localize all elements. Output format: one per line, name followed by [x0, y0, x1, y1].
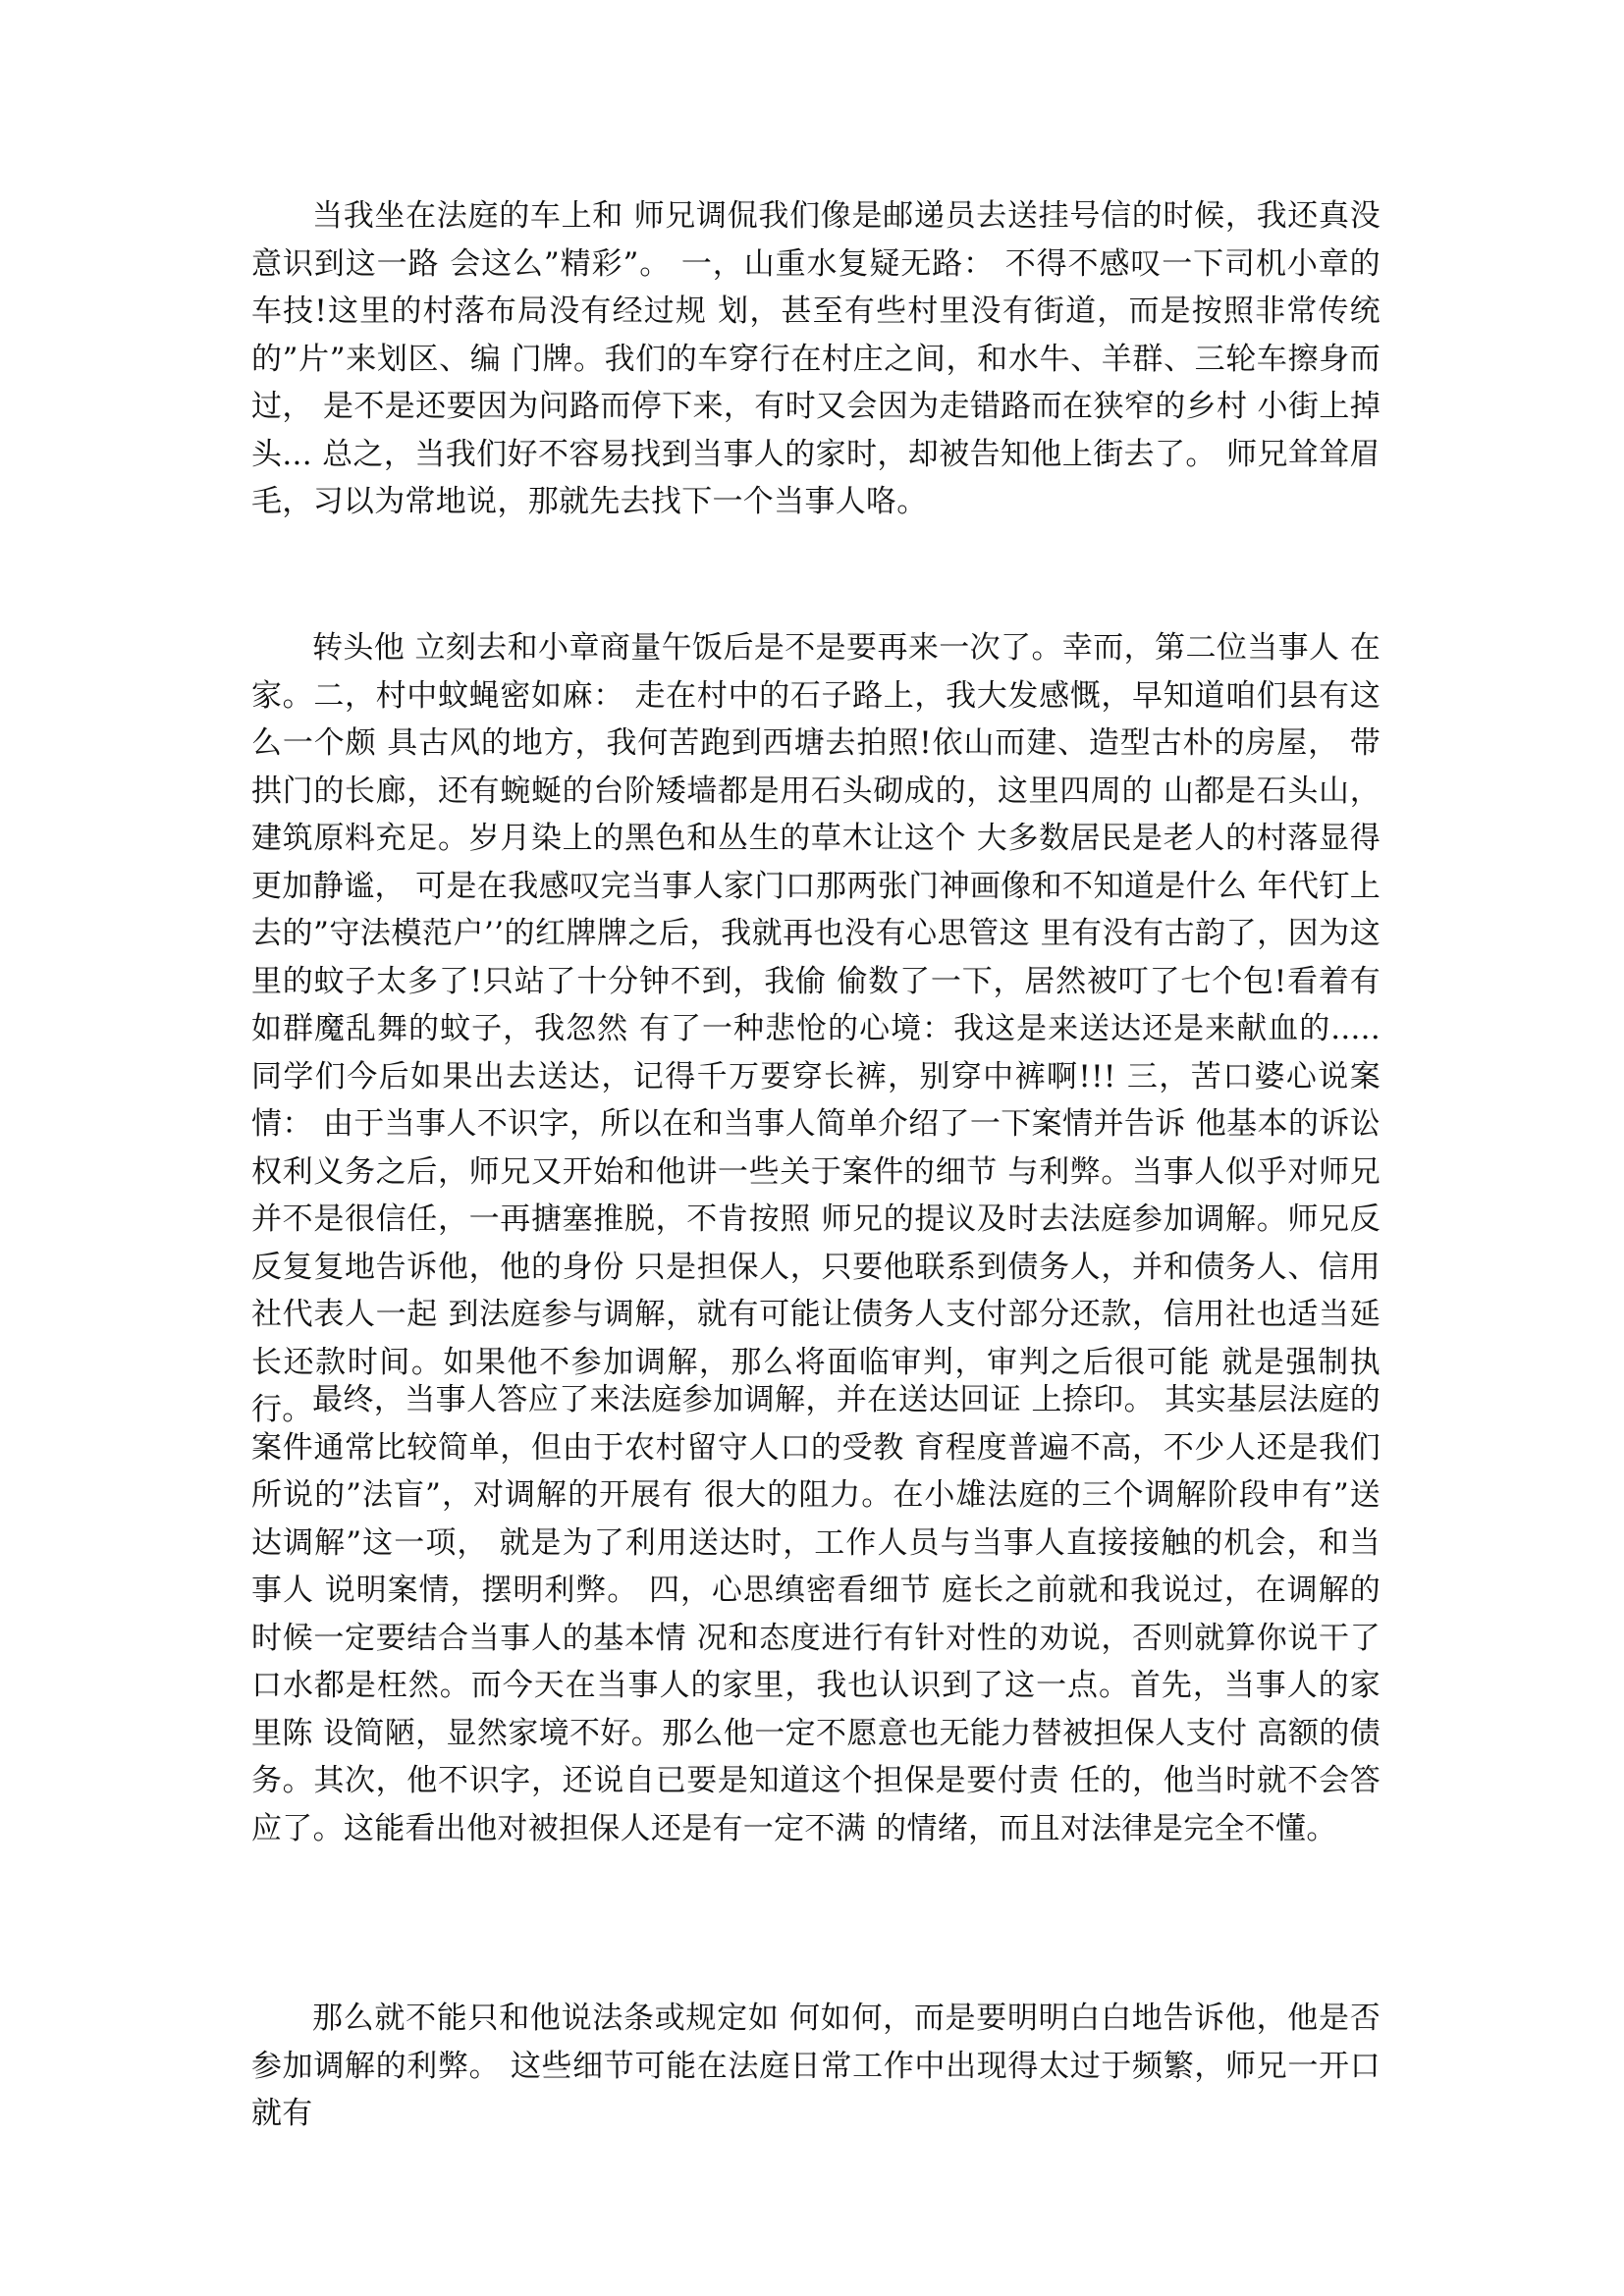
paragraph-3: 最终，当事人答应了来法庭参加调解，并在送达回证 上捺印。 其实基层法庭的案件通常比较简单，但由于农村留守人口的受教 育程度普遍不高，不少人还是我们所说的”法盲”，对调解的开展有 很大的阻力。在小雄法庭的三个调解阶段申有”送达调解”这一项， 就是为了利用送达时，工作人员与当事人直接接触的机会，和当事人 说明案情，摆明利弊。 四，心思缜密看细节 庭长之前就和我说过，在调解的时候一定要结合当事人的基本情 况和态度进行有针对性的劝说，否则就算你说干了口水都是枉然。而今天在当事人的家里，我也认识到了这一点。首先，当事人的家里陈 设简陋，显然家境不好。那么他一定不愿意也无能力替被担保人支付 高额的债务。其次，他不识字，还说自已要是知道这个担保是要付责 任的，他当时就不会答应了。这能看出他对被担保人还是有一定不满 的情绪，而且对法律是完全不懂。	[251, 1382, 1380, 1846]
paragraph-4: 那么就不能只和他说法条或规定如 何如何，而是要明明白白地告诉他，他是否参加调解的利弊。 这些细节可能在法庭日常工作中出现得太过于频繁，师兄一开口 就有	[251, 2001, 1380, 2131]
paragraph-1: 当我坐在法庭的车上和 师兄调侃我们像是邮递员去送挂号信的时候，我还真没意识到这一路 会这么”精彩”。 一，山重水复疑无路： 不得不感叹一下司机小章的车技!这里的村落布局没有经过规 划，甚至有些村里没有街道，而是按照非常传统的”片”来划区、编 门牌。我们的车穿行在村庄之间，和水牛、羊群、三轮车擦身而过， 是不是还要因为问路而停下来，有时又会因为走错路而在狭窄的乡村 小街上掉头... 总之，当我们好不容易找到当事人的家时，却被告知他上街去了。 师兄耸耸眉毛，习以为常地说，那就先去找下一个当事人咯。	[251, 198, 1380, 519]
paragraph-2: 转头他 立刻去和小章商量午饭后是不是要再来一次了。幸而，第二位当事人 在家。二，村中蚊蝇密如麻： 走在村中的石子路上，我大发感慨，早知道咱们县有这么一个颇 具古风的地方，我何苦跑到西塘去拍照!依山而建、造型古朴的房屋， 带拱门的长廊，还有蜿蜒的台阶矮墙都是用石头砌成的，这里四周的 山都是石头山，建筑原料充足。岁月染上的黑色和丛生的草木让这个 大多数居民是老人的村落显得更加静谧， 可是在我感叹完当事人家门口那两张门神画像和不知道是什么 年代钉上去的”守法模范户’’的红牌牌之后，我就再也没有心思管这 里有没有古韵了，因为这里的蚊子太多了!只站了十分钟不到，我偷 偷数了一下，居然被叮了七个包!看着有如群魔乱舞的蚊子，我忽然 有了一种悲怆的心境：我这是来送达还是来献血的..... 同学们今后如果出去送达，记得千万要穿长裤，别穿中裤啊!!! 三，苦口婆心说案情： 由于当事人不识字，所以在和当事人简单介绍了一下案情并告诉 他基本的诉讼权利义务之后，师兄又开始和他讲一些关于案件的细节 与利弊。当事人似乎对师兄并不是很信任，一再搪塞推脱，不肯按照 师兄的提议及时去法庭参加调解。师兄反反复复地告诉他，他的身份 只是担保人，只要他联系到债务人，并和债务人、信用社代表人一起 到法庭参与调解，就有可能让债务人支付部分还款，信用社也适当延 长还款时间。如果他不参加调解，那么将面临审判，审判之后很可能 就是强制执行。	[251, 630, 1380, 1427]
